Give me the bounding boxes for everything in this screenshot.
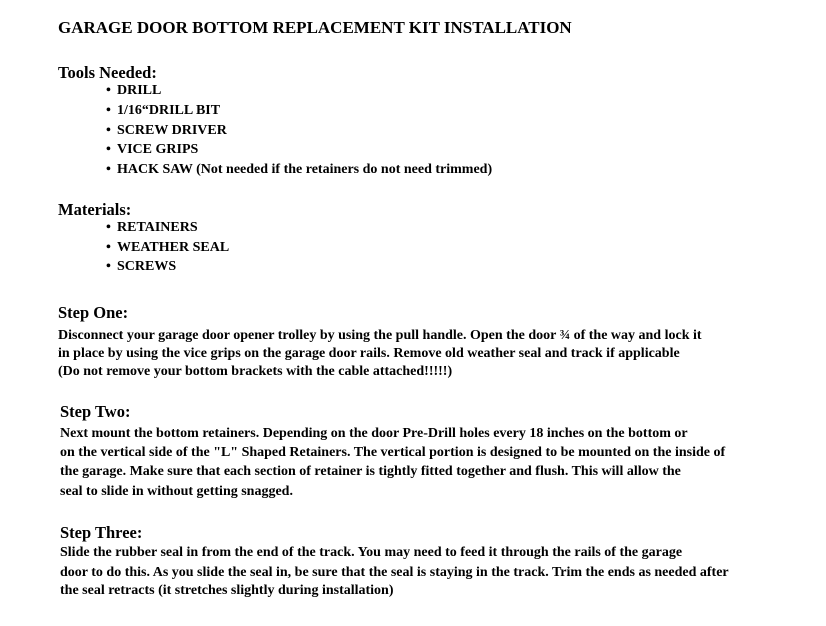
tool-label: DRILL: [117, 83, 162, 98]
material-label: SCREWS: [117, 259, 177, 274]
step-three-heading: Step Three:: [60, 523, 143, 542]
tool-item: • SCREW DRIVER: [106, 123, 227, 138]
tool-label: HACK SAW (Not needed if the retainers do not need trimmed): [117, 162, 493, 177]
materials-heading: Materials:: [58, 200, 132, 219]
material-item: • SCREWS: [106, 259, 177, 274]
step-one-line: Disconnect your garage door opener trolley by using the pull handle. Open the door ¾ of the way and lock it: [58, 328, 702, 343]
step-one-line: in place by using the vice grips on the garage door rails. Remove old weather seal and track if applicable: [58, 346, 680, 361]
tool-label: VICE GRIPS: [117, 142, 199, 157]
material-label: RETAINERS: [117, 220, 198, 235]
document-title: GARAGE DOOR BOTTOM REPLACEMENT KIT INSTALLATION: [58, 18, 572, 37]
tools-heading: Tools Needed:: [58, 63, 157, 82]
step-two-line: the garage. Make sure that each section of retainer is tightly fitted together and flush. This will allow the: [60, 464, 681, 479]
tool-item: • DRILL: [106, 83, 162, 98]
step-one-heading: Step One:: [58, 303, 129, 322]
step-three-line: the seal retracts (it stretches slightly during installation): [60, 583, 394, 598]
tool-label: SCREW DRIVER: [117, 123, 227, 138]
tool-item: • HACK SAW (Not needed if the retainers do not need trimmed): [106, 162, 493, 177]
material-item: • WEATHER SEAL: [106, 240, 230, 255]
step-two-line: seal to slide in without getting snagged.: [60, 484, 293, 499]
material-item: • RETAINERS: [106, 220, 198, 235]
step-two-line: on the vertical side of the "L" Shaped Retainers. The vertical portion is designed to be mounted on the inside of: [60, 445, 726, 460]
step-two-line: Next mount the bottom retainers. Depending on the door Pre-Drill holes every 18 inches on the bottom or: [60, 426, 688, 441]
step-one-line: (Do not remove your bottom brackets with the cable attached!!!!!): [58, 364, 453, 379]
tool-label: 1/16“DRILL BIT: [117, 103, 221, 118]
tool-item: • 1/16“DRILL BIT: [106, 103, 221, 118]
step-three-line: door to do this. As you slide the seal in, be sure that the seal is staying in the track. Trim the ends as needed after: [60, 565, 729, 580]
tool-item: • VICE GRIPS: [106, 142, 199, 157]
step-three-line: Slide the rubber seal in from the end of the track. You may need to feed it through the rails of the garage: [60, 545, 683, 560]
step-two-heading: Step Two:: [60, 402, 131, 421]
material-label: WEATHER SEAL: [117, 240, 230, 255]
